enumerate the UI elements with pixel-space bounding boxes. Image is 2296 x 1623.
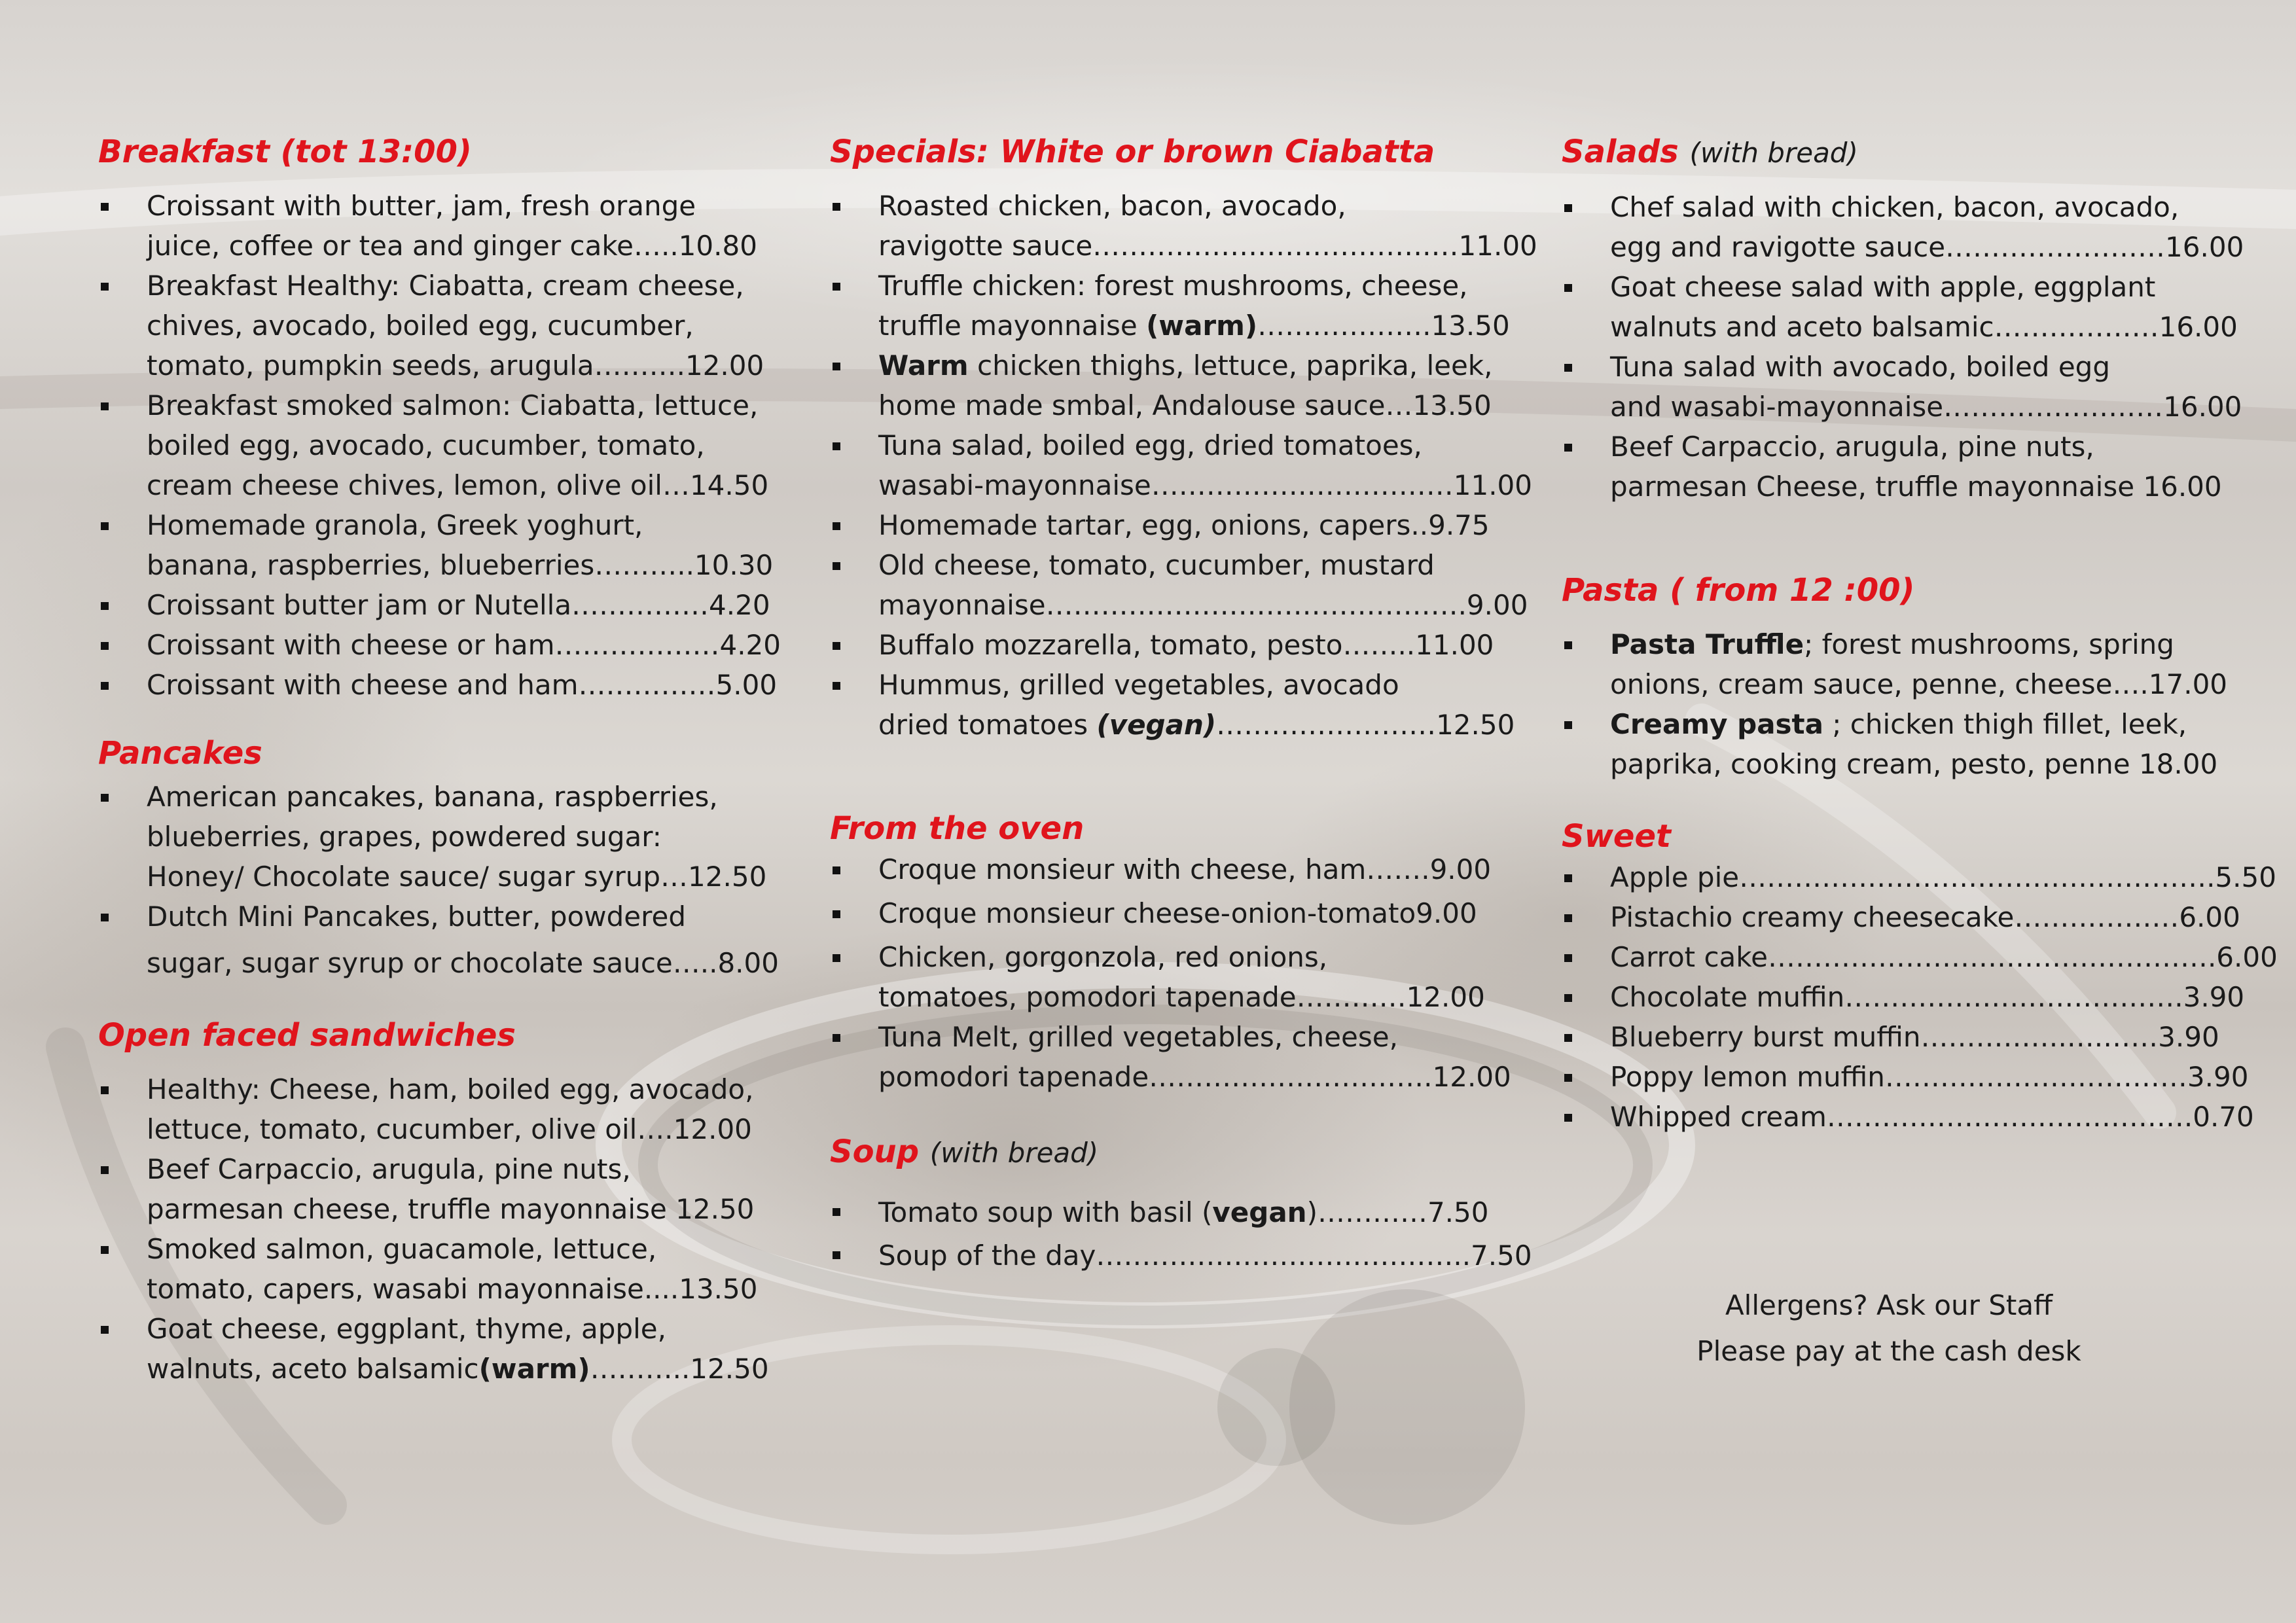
footer-note	[1562, 1283, 2216, 1374]
menu-item	[1562, 937, 2278, 977]
item-text: Truffle chicken: forest mushrooms, cheese,	[878, 270, 1468, 302]
item-text: American pancakes, banana, raspberries,	[147, 781, 718, 813]
menu-item	[1562, 897, 2240, 937]
item-price: )…………7.50	[1306, 1196, 1489, 1228]
item-price: ……………….13.50	[1257, 310, 1510, 342]
item-text: banana, raspberries, blueberries………..10.30	[147, 549, 774, 581]
item-text: Buffalo mozzarella, tomato, pesto……..11.00	[878, 629, 1494, 661]
vegan-label: vegan	[1212, 1196, 1307, 1228]
item-text: Goat cheese, eggplant, thyme, apple,	[147, 1313, 666, 1345]
item-text: Homemade tartar, egg, onions, capers..9.75	[878, 509, 1490, 541]
item-text-part: truffle mayonnaise	[878, 310, 1147, 342]
item-text: Croissant with cheese or ham………………4.20	[147, 629, 781, 661]
item-text: Chicken, gorgonzola, red onions,	[878, 941, 1328, 973]
menu-item	[98, 1229, 758, 1309]
menu-item	[830, 625, 1494, 665]
item-price: ………..12.50	[590, 1353, 769, 1385]
section-soup	[830, 1131, 1532, 1277]
menu-item	[98, 1309, 769, 1389]
menu-item	[1562, 977, 2245, 1017]
menu-column-middle	[830, 131, 1537, 1277]
item-text: Croque monsieur with cheese, ham…….9.00	[878, 853, 1492, 885]
menu-item	[830, 346, 1493, 425]
item-text: Croque monsieur cheese-onion-tomato9.00	[878, 897, 1477, 929]
menu-item	[830, 665, 1515, 745]
menu-item	[1562, 1057, 2249, 1097]
menu-item	[98, 1149, 753, 1229]
item-text	[1610, 704, 2216, 744]
menu-item	[830, 937, 1484, 1017]
soup-note: (with bread)	[929, 1137, 1099, 1169]
section-from-the-oven	[830, 808, 1511, 1097]
item-text-part: ; chicken thigh fillet, leek,	[1823, 708, 2187, 740]
item-text: Apple pie…………………………………………….5.50	[1610, 861, 2276, 893]
item-text: Chef salad with chicken, bacon, avocado,	[1610, 191, 2179, 223]
menu-item	[1562, 857, 2276, 897]
menu-item	[1562, 347, 2242, 427]
item-text: Homemade granola, Greek yoghurt,	[147, 509, 643, 541]
item-text: Croissant with cheese and ham……………5.00	[147, 669, 778, 701]
oven-list	[830, 849, 1511, 1097]
item-text: egg and ravigotte sauce……………………16.00	[1610, 231, 2244, 263]
item-text: Poppy lemon muffin……………………………3.90	[1610, 1061, 2249, 1093]
item-text	[878, 705, 1515, 745]
menu-column-left	[98, 131, 781, 1389]
menu-item	[98, 897, 779, 983]
section-title-pancakes: Pancakes	[98, 735, 262, 772]
section-breakfast	[98, 131, 781, 705]
menu-item	[1562, 1017, 2219, 1057]
item-text: Pistachio creamy cheesecake………………6.00	[1610, 901, 2240, 933]
warm-label: (warm)	[1146, 310, 1258, 342]
vegan-label: (vegan)	[1096, 709, 1217, 741]
menu-item	[98, 777, 767, 897]
item-text: juice, coffee or tea and ginger cake…..10.80	[147, 230, 757, 262]
item-text: walnuts and aceto balsamic………………16.00	[1610, 311, 2238, 343]
menu-item	[830, 1017, 1511, 1097]
breakfast-list	[98, 186, 781, 705]
item-text	[1610, 624, 2216, 664]
menu-item	[98, 1069, 753, 1149]
item-text: boiled egg, avocado, cucumber, tomato,	[147, 429, 705, 461]
item-text: pomodori tapenade………………………….12.00	[878, 1061, 1511, 1093]
warm-label: (warm)	[478, 1353, 590, 1385]
item-text: wasabi-mayonnaise……………………………11.00	[878, 469, 1532, 501]
item-text: sugar, sugar syrup or chocolate sauce…..8.00	[147, 947, 779, 979]
item-text-part: ; forest mushrooms, spring	[1804, 628, 2174, 660]
item-text: Soup of the day…………………………………..7.50	[878, 1240, 1532, 1272]
menu-item	[98, 665, 778, 705]
menu-item	[98, 585, 770, 625]
item-text: cream cheese chives, lemon, olive oil…14.50	[147, 469, 769, 501]
item-text: Smoked salmon, guacamole, lettuce,	[147, 1233, 657, 1265]
item-text: Breakfast smoked salmon: Ciabatta, lettuce,	[147, 389, 759, 421]
item-text: Old cheese, tomato, cucumber, mustard	[878, 549, 1435, 581]
menu-item	[830, 425, 1532, 505]
section-title-breakfast: Breakfast (tot 13:00)	[98, 134, 472, 170]
item-text: paprika, cooking cream, pesto, penne 18.00	[1610, 748, 2218, 780]
item-price: ……………………12.50	[1216, 709, 1515, 741]
item-text: ravigotte sauce……………………………….…11.00	[878, 230, 1537, 262]
menu-item	[1562, 624, 2228, 704]
payment-note: Please pay at the cash desk	[1696, 1335, 2081, 1367]
menu-column-right	[1562, 131, 2278, 1137]
item-text: home made smbal, Andalouse sauce…13.50	[878, 389, 1492, 421]
section-title-sweet: Sweet	[1562, 818, 1671, 855]
item-text: Dutch Mini Pancakes, butter, powdered	[147, 901, 686, 933]
allergens-note: Allergens? Ask our Staff	[1725, 1289, 2053, 1321]
pancakes-list	[98, 777, 779, 983]
item-text: tomato, pumpkin seeds, arugula……….12.00	[147, 349, 764, 382]
item-text: Beef Carpaccio, arugula, pine nuts,	[147, 1153, 631, 1185]
salads-note: (with bread)	[1689, 137, 1858, 169]
section-specials	[830, 131, 1537, 745]
item-text: onions, cream sauce, penne, cheese….17.00	[1610, 668, 2228, 700]
sweet-list	[1562, 857, 2278, 1137]
item-text: Tuna Melt, grilled vegetables, cheese,	[878, 1021, 1398, 1053]
menu-item	[830, 266, 1510, 346]
section-pasta	[1562, 569, 2228, 784]
item-text: tomatoes, pomodori tapenade…………12.00	[878, 981, 1485, 1013]
item-text: Beef Carpaccio, arugula, pine nuts,	[1610, 431, 2094, 463]
menu-item	[830, 545, 1528, 625]
menu-item	[830, 1234, 1532, 1277]
menu-item	[98, 625, 781, 665]
item-text: tomato, capers, wasabi mayonnaise....13.50	[147, 1273, 758, 1305]
menu-item	[1562, 267, 2238, 347]
section-title-salads	[1562, 131, 2216, 174]
item-text: mayonnaise……………………………………….9.00	[878, 589, 1528, 621]
pasta-list	[1562, 624, 2228, 784]
salads-title-text: Salads	[1562, 134, 1679, 170]
menu-item	[1562, 1097, 2254, 1137]
item-text: Croissant with butter, jam, fresh orange	[147, 190, 696, 222]
menu-item	[1562, 427, 2222, 507]
item-text: Roasted chicken, bacon, avocado,	[878, 190, 1346, 222]
item-text: Healthy: Cheese, ham, boiled egg, avocado,	[147, 1073, 754, 1105]
item-text: chives, avocado, boiled egg, cucumber,	[147, 310, 694, 342]
menu-item	[830, 186, 1537, 266]
item-text	[878, 346, 1493, 385]
item-text: parmesan Cheese, truffle mayonnaise 16.00	[1610, 471, 2222, 503]
menu-item	[98, 266, 764, 385]
item-text: and wasabi-mayonnaise……………………16.00	[1610, 391, 2242, 423]
open-faced-list	[98, 1069, 769, 1389]
section-sweet	[1562, 815, 2278, 1137]
menu-item	[1562, 704, 2216, 784]
specials-list	[830, 186, 1537, 745]
item-text: Honey/ Chocolate sauce/ sugar syrup…12.50	[147, 861, 767, 893]
item-text: Breakfast Healthy: Ciabatta, cream cheese,	[147, 270, 744, 302]
item-text: Goat cheese salad with apple, eggplant	[1610, 271, 2156, 303]
item-text: lettuce, tomato, cucumber, olive oil….12.00	[147, 1113, 752, 1145]
section-title-open-faced: Open faced sandwiches	[98, 1017, 516, 1054]
item-text: Whipped cream………………………………….0.70	[1610, 1101, 2254, 1133]
item-text: Tuna salad, boiled egg, dried tomatoes,	[878, 429, 1422, 461]
menu-item	[98, 186, 757, 266]
section-salads	[1562, 131, 2244, 507]
menu-item	[830, 893, 1484, 933]
item-text	[878, 306, 1510, 346]
section-pancakes	[98, 732, 779, 983]
item-text-part: walnuts, aceto balsamic	[147, 1353, 479, 1385]
section-title-specials: Specials: White or brown Ciabatta	[830, 134, 1435, 170]
soup-title-text: Soup	[830, 1133, 920, 1170]
item-text: Carrot cake………………………………………….6.00	[1610, 941, 2278, 973]
item-text	[147, 1349, 769, 1389]
menu-item	[98, 505, 774, 585]
salads-list	[1562, 187, 2244, 507]
soup-list	[830, 1191, 1532, 1277]
menu-item	[830, 505, 1490, 545]
item-text-part: chicken thighs, lettuce, paprika, leek,	[968, 349, 1493, 382]
menu-item	[98, 385, 769, 505]
section-open-faced-sandwiches	[98, 1014, 769, 1389]
item-text: Chocolate muffin……………………………….3.90	[1610, 981, 2245, 1013]
item-text: Blueberry burst muffin…………….….……3.90	[1610, 1021, 2219, 1053]
menu-item	[830, 1191, 1489, 1234]
menu-item	[830, 849, 1492, 889]
item-name: Creamy pasta	[1610, 708, 1823, 740]
section-title-pasta: Pasta ( from 12 :00)	[1562, 572, 1915, 609]
section-title-soup	[830, 1131, 1484, 1174]
item-text: blueberries, grapes, powdered sugar:	[147, 821, 662, 853]
item-text: parmesan cheese, truffle mayonnaise 12.50	[147, 1193, 755, 1225]
section-title-oven: From the oven	[830, 810, 1085, 847]
item-text: Hummus, grilled vegetables, avocado	[878, 669, 1399, 701]
item-name: Pasta Truffle	[1610, 628, 1804, 660]
warm-label: Warm	[878, 349, 969, 382]
item-text: Tuna salad with avocado, boiled egg	[1610, 351, 2110, 383]
item-text: Croissant butter jam or Nutella……………4.20	[147, 589, 770, 621]
item-text-part: Tomato soup with basil (	[878, 1196, 1213, 1228]
menu-item	[1562, 187, 2244, 267]
item-text	[878, 1191, 1489, 1234]
item-text-part: dried tomatoes	[878, 709, 1097, 741]
